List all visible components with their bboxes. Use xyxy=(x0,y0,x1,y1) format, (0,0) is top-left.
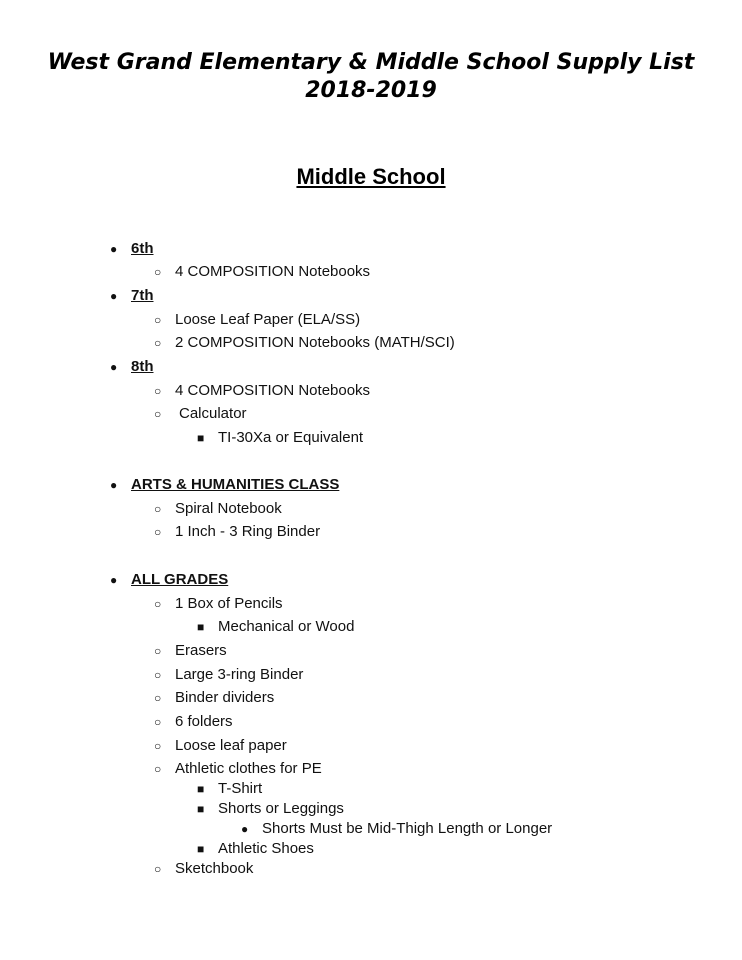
bullet-disc: ● xyxy=(110,573,118,587)
list-item: Spiral Notebook xyxy=(175,500,282,517)
bullet-circle: ○ xyxy=(154,265,162,279)
list-item: 2 COMPOSITION Notebooks (MATH/SCI) xyxy=(175,334,455,351)
school-year: 2018-2019 xyxy=(305,78,437,103)
grade-8-heading: 8th xyxy=(131,358,154,375)
section-heading: Middle School xyxy=(296,164,446,189)
bullet-circle: ○ xyxy=(154,384,162,398)
bullet-disc: ● xyxy=(110,360,118,374)
list-item: Loose Leaf Paper (ELA/SS) xyxy=(175,311,361,328)
bullet-disc: ● xyxy=(110,478,118,492)
bullet-disc: ● xyxy=(241,822,249,836)
grade-6-heading: 6th xyxy=(131,240,154,257)
list-item: Loose leaf paper xyxy=(175,737,287,754)
list-item: Calculator xyxy=(179,405,247,422)
list-item: 1 Inch - 3 Ring Binder xyxy=(175,523,321,540)
bullet-circle: ○ xyxy=(154,644,162,658)
list-subsubitem: Shorts Must be Mid-Thigh Length or Longer xyxy=(262,820,553,837)
list-subitem: Shorts or Leggings xyxy=(218,800,344,817)
list-item: Sketchbook xyxy=(175,860,254,877)
bullet-circle: ○ xyxy=(154,739,162,753)
bullet-circle: ○ xyxy=(154,502,162,516)
list-subitem: T-Shirt xyxy=(218,780,263,797)
bullet-circle: ○ xyxy=(154,691,162,705)
bullet-circle: ○ xyxy=(154,862,162,876)
bullet-square: ■ xyxy=(197,782,205,796)
list-subitem: TI-30Xa or Equivalent xyxy=(218,429,364,446)
document-title: West Grand Elementary & Middle School Supply List xyxy=(47,50,695,75)
list-item: 4 COMPOSITION Notebooks xyxy=(175,382,371,399)
bullet-square: ■ xyxy=(197,802,205,816)
list-item: 1 Box of Pencils xyxy=(175,595,283,612)
bullet-square: ■ xyxy=(197,620,205,634)
list-item: 6 folders xyxy=(175,713,233,730)
list-item: 4 COMPOSITION Notebooks xyxy=(175,263,371,280)
bullet-circle: ○ xyxy=(154,336,162,350)
list-subitem: Athletic Shoes xyxy=(218,840,314,857)
arts-heading: ARTS & HUMANITIES CLASS xyxy=(131,476,340,493)
bullet-circle: ○ xyxy=(154,762,162,776)
bullet-square: ■ xyxy=(197,431,205,445)
bullet-circle: ○ xyxy=(154,715,162,729)
bullet-circle: ○ xyxy=(154,668,162,682)
grade-7-heading: 7th xyxy=(131,287,154,304)
bullet-circle: ○ xyxy=(154,525,162,539)
list-item: Large 3-ring Binder xyxy=(175,666,304,683)
bullet-circle: ○ xyxy=(154,313,162,327)
list-item: Binder dividers xyxy=(175,689,275,706)
bullet-square: ■ xyxy=(197,842,205,856)
list-item: Erasers xyxy=(175,642,227,659)
bullet-disc: ● xyxy=(110,242,118,256)
list-subitem: Mechanical or Wood xyxy=(218,618,355,635)
all-grades-heading: ALL GRADES xyxy=(131,571,229,588)
list-item: Athletic clothes for PE xyxy=(175,760,322,777)
bullet-circle: ○ xyxy=(154,407,162,421)
bullet-disc: ● xyxy=(110,289,118,303)
bullet-circle: ○ xyxy=(154,597,162,611)
